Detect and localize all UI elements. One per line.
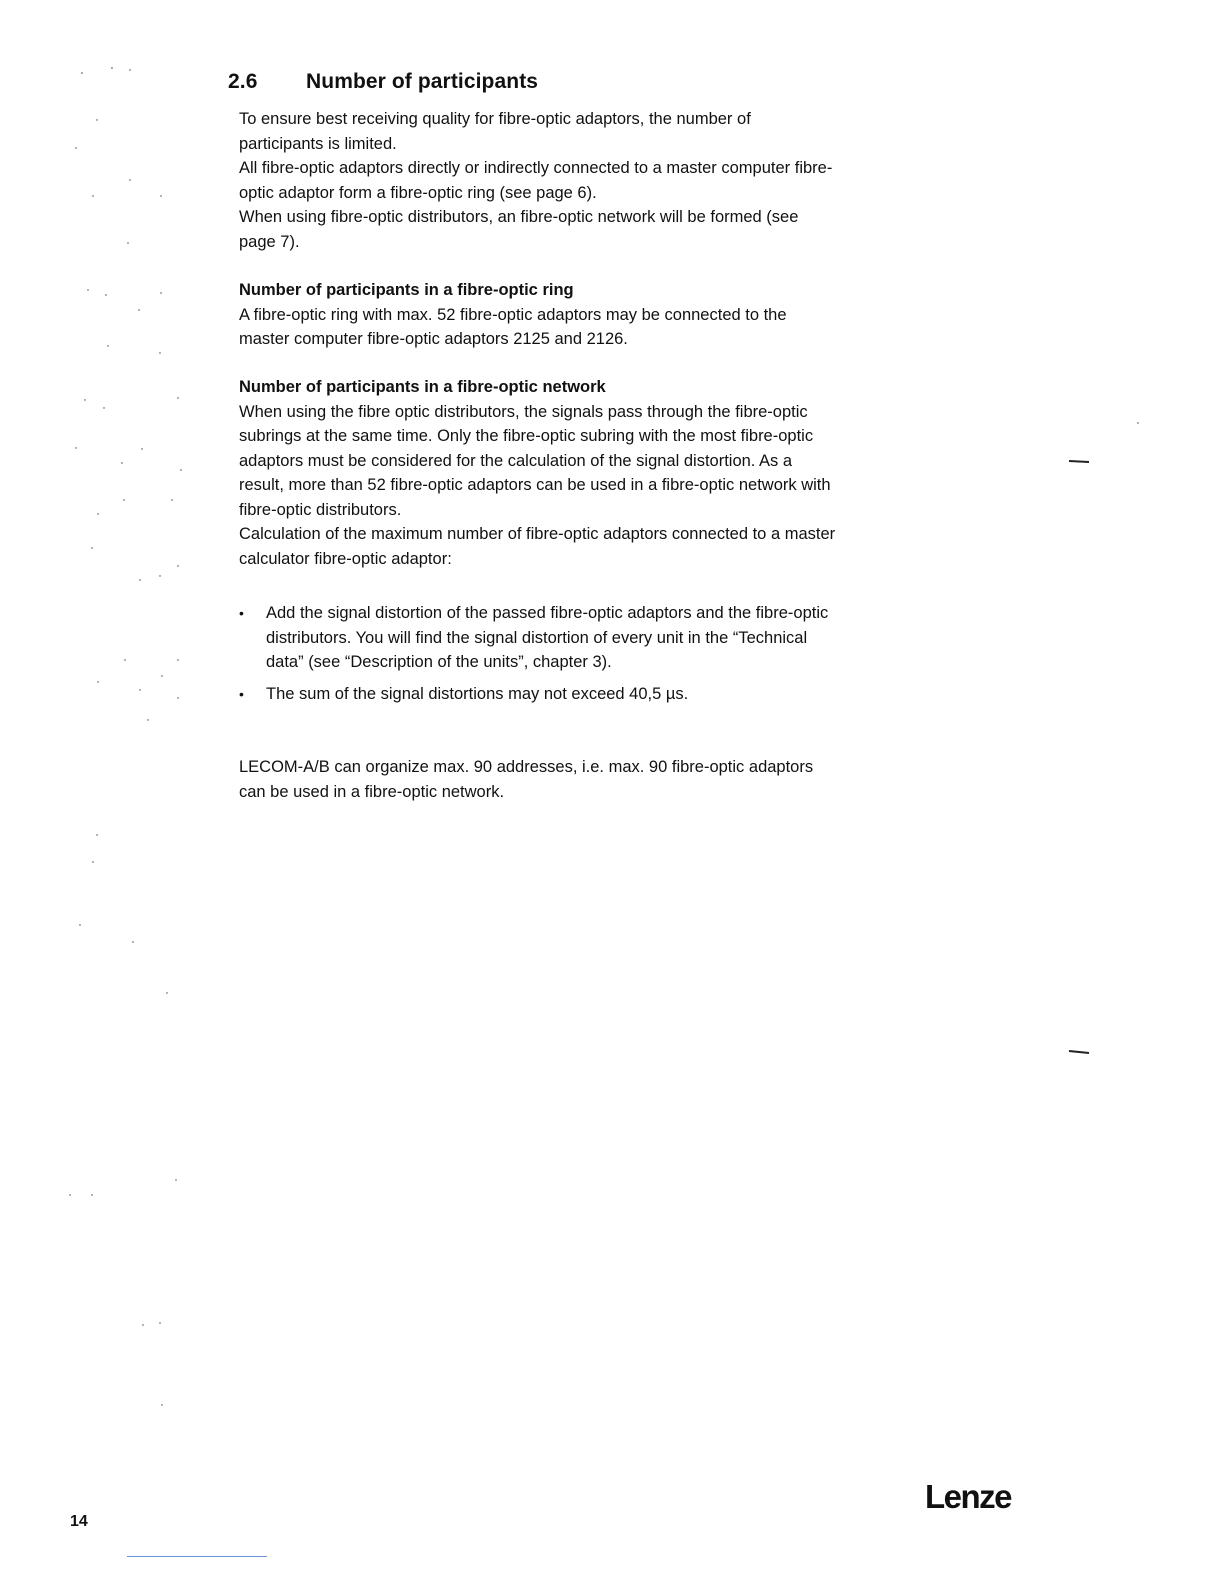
list-item-text: Add the signal distortion of the passed fibre-optic adaptors and the fibre-optic distributors. You will find the signal distortion of every unit in the “Technical data” (see “Description of the units”, chapter 3). xyxy=(266,604,829,671)
closing-text: LECOM-A/B can organize max. 90 addresses, i.e. max. 90 fibre-optic adaptors can be used in a fibre-optic network. xyxy=(239,758,814,801)
bullet-icon: • xyxy=(239,685,244,702)
bullet-list xyxy=(239,601,839,713)
intro-paragraph: To ensure best receiving quality for fibre-optic adaptors, the number of participants is limited. xyxy=(239,110,751,153)
section-number: 2.6 xyxy=(228,70,258,93)
ring-text: A fibre-optic ring with max. 52 fibre-optic adaptors may be connected to the master computer fibre-optic adaptors 2125 and 2126. xyxy=(239,305,787,348)
list-item xyxy=(239,601,839,675)
intro-block xyxy=(239,107,839,254)
network-heading: Number of participants in a fibre-optic network xyxy=(239,378,606,396)
list-item-text: The sum of the signal distortions may not exceed 40,5 µs. xyxy=(266,684,689,703)
ring-heading: Number of participants in a fibre-optic ring xyxy=(239,281,574,299)
lenze-logo: Lenze xyxy=(925,1478,1012,1515)
network-text: When using the fibre optic distributors, the signals pass through the fibre-optic subrings at the same time. Only the fibre-optic subring with the most fibre-optic adaptors must be considered for the calculation of the signal distortion. As a result, more than 52 fibre-optic adaptors can be used in a fibre-optic network with fibre-optic distributors. xyxy=(239,402,831,519)
ring-block xyxy=(239,278,839,352)
network-block xyxy=(239,375,839,571)
network-text: Calculation of the maximum number of fibre-optic adaptors connected to a master calculator fibre-optic adaptor: xyxy=(239,525,836,568)
section-title: Number of participants xyxy=(306,70,539,93)
section-heading xyxy=(228,70,538,94)
closing-block xyxy=(239,755,839,804)
page-number: 14 xyxy=(70,1513,88,1530)
scan-rule xyxy=(127,1556,267,1557)
list-item xyxy=(239,682,839,707)
bullet-icon: • xyxy=(239,605,244,621)
intro-paragraph: All fibre-optic adaptors directly or indirectly connected to a master computer fibre-optic adaptor form a fibre-optic ring (see page 6). xyxy=(239,159,833,202)
intro-paragraph: When using fibre-optic distributors, an fibre-optic network will be formed (see page 7). xyxy=(239,208,799,251)
